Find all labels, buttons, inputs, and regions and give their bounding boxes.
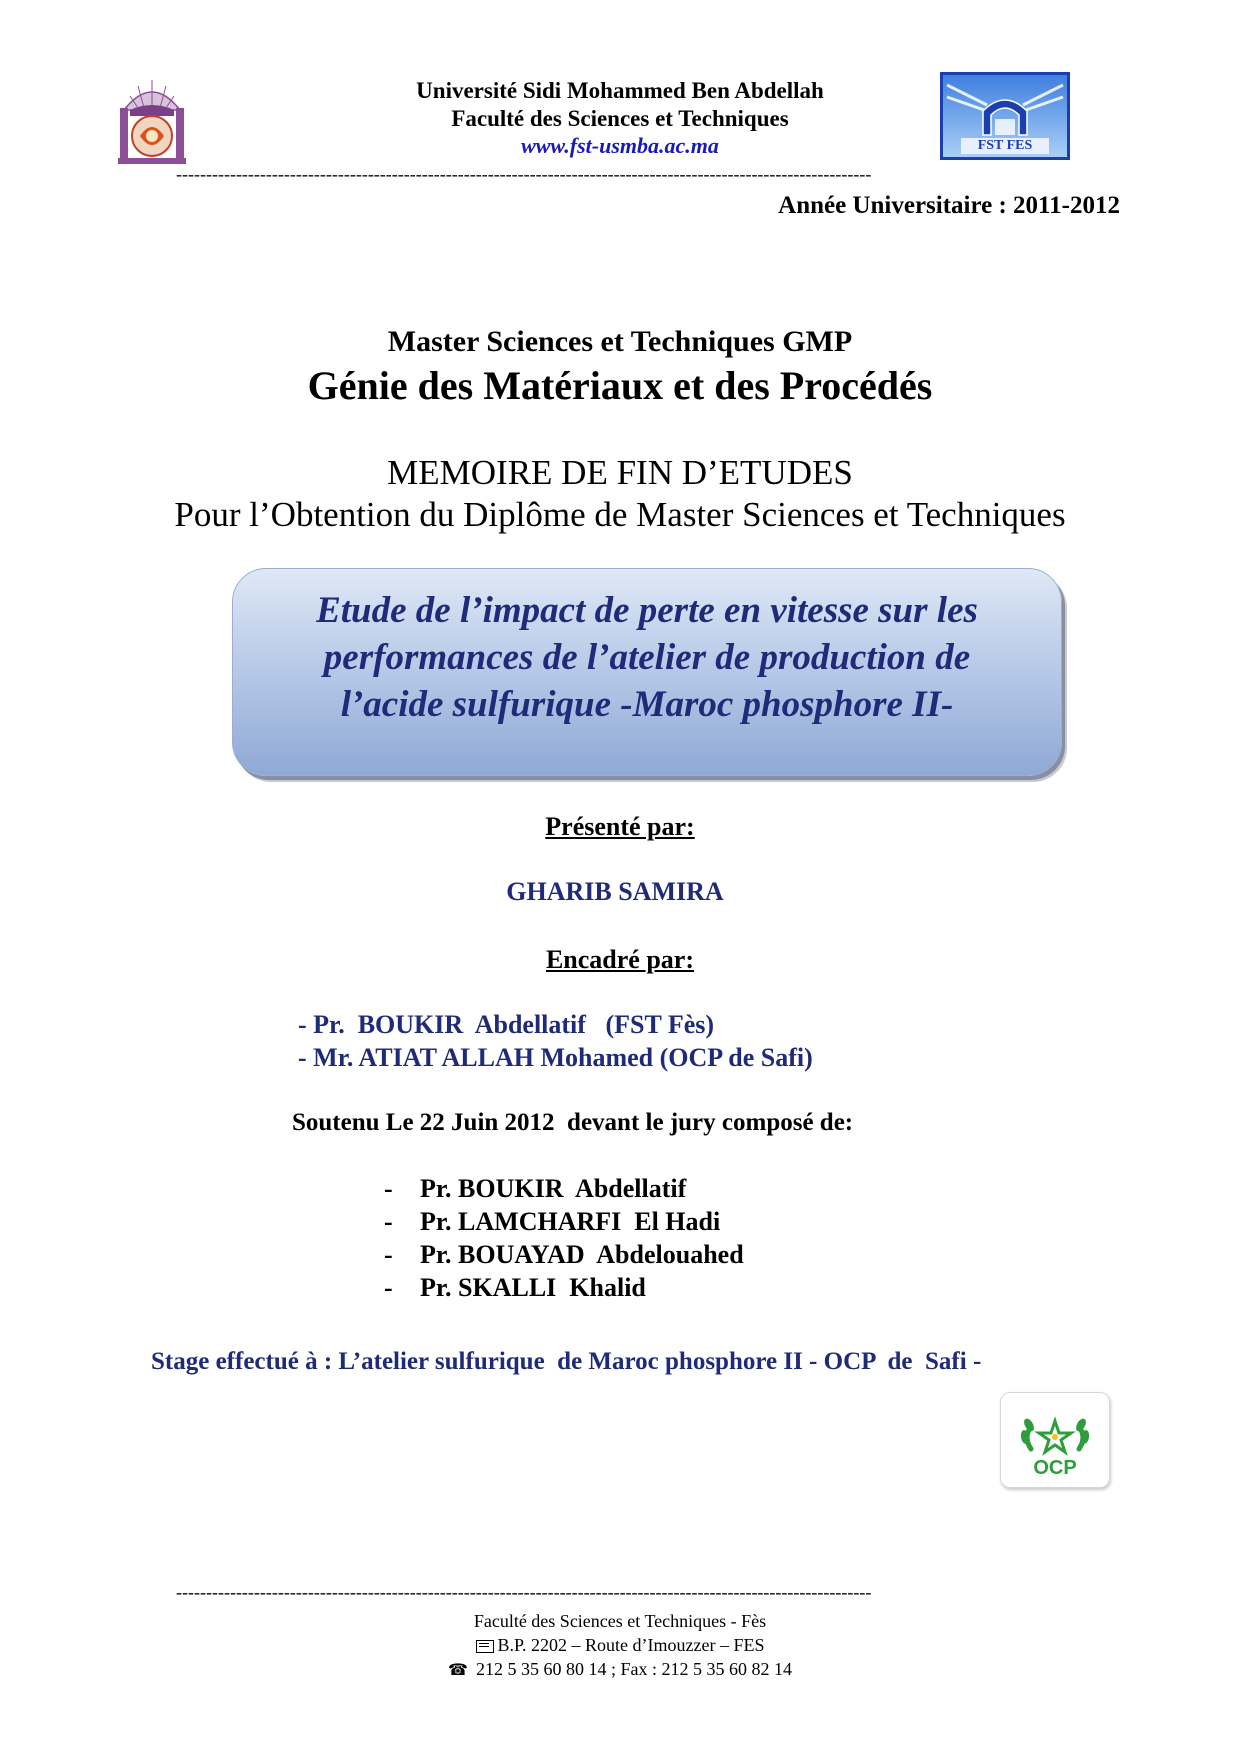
- jury-member: [384, 1271, 984, 1304]
- thesis-title: [233, 587, 1061, 728]
- diploma-line: Pour l’Obtention du Diplôme de Master Sciences et Techniques: [174, 495, 1066, 534]
- jury-member-name: Pr. SKALLI Khalid: [420, 1273, 646, 1302]
- supervised-by-label: Encadré par:: [545, 945, 695, 974]
- jury-member: [384, 1238, 984, 1271]
- footer-phone: [0, 1657, 1240, 1682]
- ocp-logo: [1000, 1392, 1110, 1488]
- ocp-logo-text: OCP: [1033, 1457, 1077, 1479]
- program-title: Master Sciences et Techniques GMP: [387, 325, 853, 358]
- university-name: Université Sidi Mohammed Ben Abdellah: [416, 78, 824, 103]
- jury-bullet: -: [384, 1273, 393, 1302]
- fst-fes-logo: [940, 72, 1070, 160]
- supervisor-item: - Mr. ATIAT ALLAH Mohamed (OCP de Safi): [298, 1043, 813, 1072]
- phone-icon: ☎: [448, 1660, 468, 1679]
- jury-member-name: Pr. BOUAYAD Abdelouahed: [420, 1240, 744, 1269]
- faculty-name: Faculté des Sciences et Techniques: [451, 106, 789, 131]
- jury-bullet: -: [384, 1240, 393, 1269]
- website-link[interactable]: www.fst-usmba.ac.ma: [521, 133, 719, 158]
- university-emblem-logo: [116, 74, 188, 166]
- thesis-title-line: performances de l’atelier de production de: [323, 637, 971, 678]
- jury-intro: Soutenu Le 22 Juin 2012 devant le jury composé de:: [292, 1109, 854, 1136]
- jury-member: [384, 1205, 984, 1238]
- jury-bullet: -: [384, 1174, 393, 1203]
- jury-member-name: Pr. BOUKIR Abdellatif: [420, 1174, 687, 1203]
- thesis-title-line: l’acide sulfurique -Maroc phosphore II-: [340, 684, 954, 725]
- academic-year: Année Universitaire : 2011-2012: [778, 192, 1120, 219]
- author-name: GHARIB SAMIRA: [506, 877, 724, 906]
- program-specialty: Génie des Matériaux et des Procédés: [307, 363, 933, 408]
- internship-location: Stage effectué à : L’atelier sulfurique de Maroc phosphore II - OCP de Safi -: [151, 1348, 982, 1375]
- supervisor-item: - Pr. BOUKIR Abdellatif (FST Fès): [298, 1010, 715, 1039]
- jury-member-name: Pr. LAMCHARFI El Hadi: [420, 1207, 721, 1236]
- thesis-title-box: [232, 568, 1062, 776]
- fst-fes-logo-text: FST FES: [961, 138, 1049, 154]
- footer-separator: --------------------------------------------------------------------------------------------------------------------: [176, 1582, 872, 1602]
- header-separator: --------------------------------------------------------------------------------------------------------------------: [176, 164, 872, 184]
- footer-address: [0, 1633, 1240, 1657]
- thesis-title-line: Etude de l’impact de perte en vitesse sur les: [316, 590, 978, 631]
- footer-address-text: B.P. 2202 – Route d’Imouzzer – FES: [497, 1635, 765, 1655]
- jury-list: [384, 1172, 984, 1304]
- memoire-heading: MEMOIRE DE FIN D’ETUDES: [387, 453, 853, 492]
- jury-member: [384, 1172, 984, 1205]
- mailbox-icon: [476, 1640, 494, 1653]
- footer-faculty: Faculté des Sciences et Techniques - Fès: [473, 1611, 767, 1631]
- footer-phone-text: 212 5 35 60 80 14 ; Fax : 212 5 35 60 82 14: [475, 1659, 792, 1679]
- supervisor-list: [298, 1008, 998, 1074]
- jury-bullet: -: [384, 1207, 393, 1236]
- presented-by-label: Présenté par:: [545, 812, 695, 841]
